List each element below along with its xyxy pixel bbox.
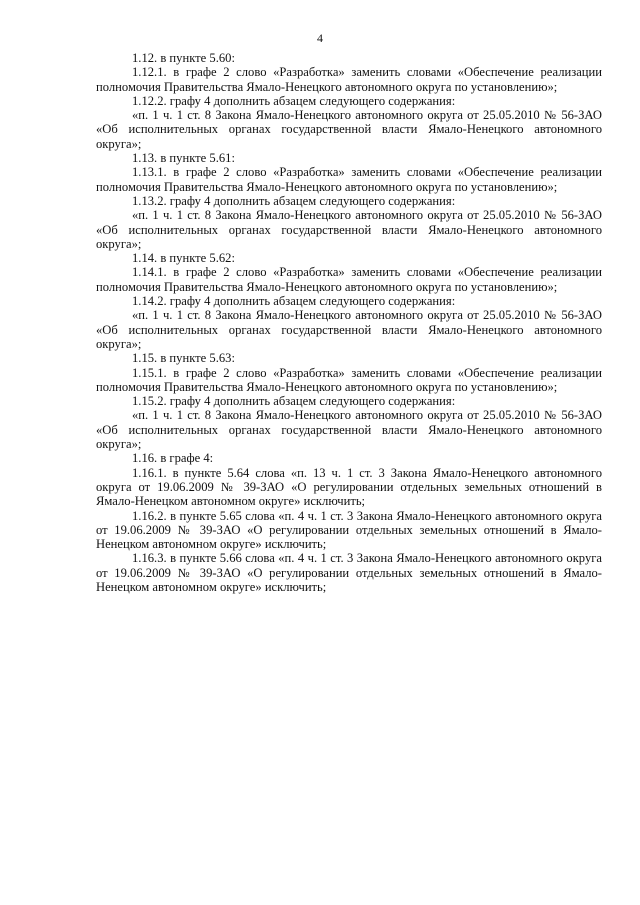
paragraph-quote-4: «п. 1 ч. 1 ст. 8 Закона Ямало-Ненецкого автономного округа от 25.05.2010 № 56-ЗАО «Об исполнительных органах государственной власти Ямало-Ненецкого автономного округа»; [96, 408, 602, 452]
paragraph-1-16-1: 1.16.1. в пункте 5.64 слова «п. 13 ч. 1 ст. 3 Закона Ямало-Ненецкого автономного округа от 19.06.2009 № 39-ЗАО «О регулировании отдельных земельных отношений в Ямало-Ненецком автономном округе» исключить; [96, 465, 602, 509]
paragraph-1-12-2: 1.12.2. графу 4 дополнить абзацем следующего содержания: [132, 93, 456, 108]
paragraph-1-15-2: 1.15.2. графу 4 дополнить абзацем следующего содержания: [132, 394, 456, 409]
paragraph-1-14: 1.14. в пункте 5.62: [132, 251, 235, 266]
page-number: 4 [317, 31, 323, 45]
document-body [96, 51, 602, 594]
paragraph-1-14-2: 1.14.2. графу 4 дополнить абзацем следующего содержания: [132, 294, 456, 309]
paragraph-1-13-1: 1.13.1. в графе 2 слово «Разработка» заменить словами «Обеспечение реализации полномочия Правительства Ямало-Ненецкого автономного округа по установлению»; [96, 165, 602, 194]
paragraph-1-15: 1.15. в пункте 5.63: [132, 351, 235, 366]
paragraph-1-12: 1.12. в пункте 5.60: [132, 51, 235, 65]
paragraph-quote-3: «п. 1 ч. 1 ст. 8 Закона Ямало-Ненецкого автономного округа от 25.05.2010 № 56-ЗАО «Об исполнительных органах государственной власти Ямало-Ненецкого автономного округа»; [96, 308, 602, 351]
paragraph-quote-1: «п. 1 ч. 1 ст. 8 Закона Ямало-Ненецкого автономного округа от 25.05.2010 № 56-ЗАО «Об исполнительных органах государственной власти Ямало-Ненецкого автономного округа»; [96, 108, 602, 151]
paragraph-1-16-3: 1.16.3. в пункте 5.66 слова «п. 4 ч. 1 ст. 3 Закона Ямало-Ненецкого автономного округа от 19.06.2009 № 39-ЗАО «О регулировании отдельных земельных отношений в Ямало-Ненецком автономном округе» исключить; [96, 551, 602, 594]
paragraph-1-16-2: 1.16.2. в пункте 5.65 слова «п. 4 ч. 1 ст. 3 Закона Ямало-Ненецкого автономного округа от 19.06.2009 № 39-ЗАО «О регулировании отдельных земельных отношений в Ямало-Ненецком автономном округе» исключить; [96, 508, 602, 552]
paragraph-1-13-2: 1.13.2. графу 4 дополнить абзацем следующего содержания: [132, 193, 456, 208]
paragraph-1-16: 1.16. в графе 4: [132, 451, 214, 466]
paragraph-1-15-1: 1.15.1. в графе 2 слово «Разработка» заменить словами «Обеспечение реализации полномочия Правительства Ямало-Ненецкого автономного округа по установлению»; [96, 365, 602, 394]
paragraph-1-12-1: 1.12.1. в графе 2 слово «Разработка» заменить словами «Обеспечение реализации полномочия Правительства Ямало-Ненецкого автономного округа по установлению»; [96, 65, 602, 94]
paragraph-quote-2: «п. 1 ч. 1 ст. 8 Закона Ямало-Ненецкого автономного округа от 25.05.2010 № 56-ЗАО «Об исполнительных органах государственной власти Ямало-Ненецкого автономного округа»; [96, 208, 602, 251]
paragraph-1-14-1: 1.14.1. в графе 2 слово «Разработка» заменить словами «Обеспечение реализации полномочия Правительства Ямало-Ненецкого автономного округа по установлению»; [96, 265, 602, 294]
paragraph-1-13: 1.13. в пункте 5.61: [132, 151, 235, 166]
